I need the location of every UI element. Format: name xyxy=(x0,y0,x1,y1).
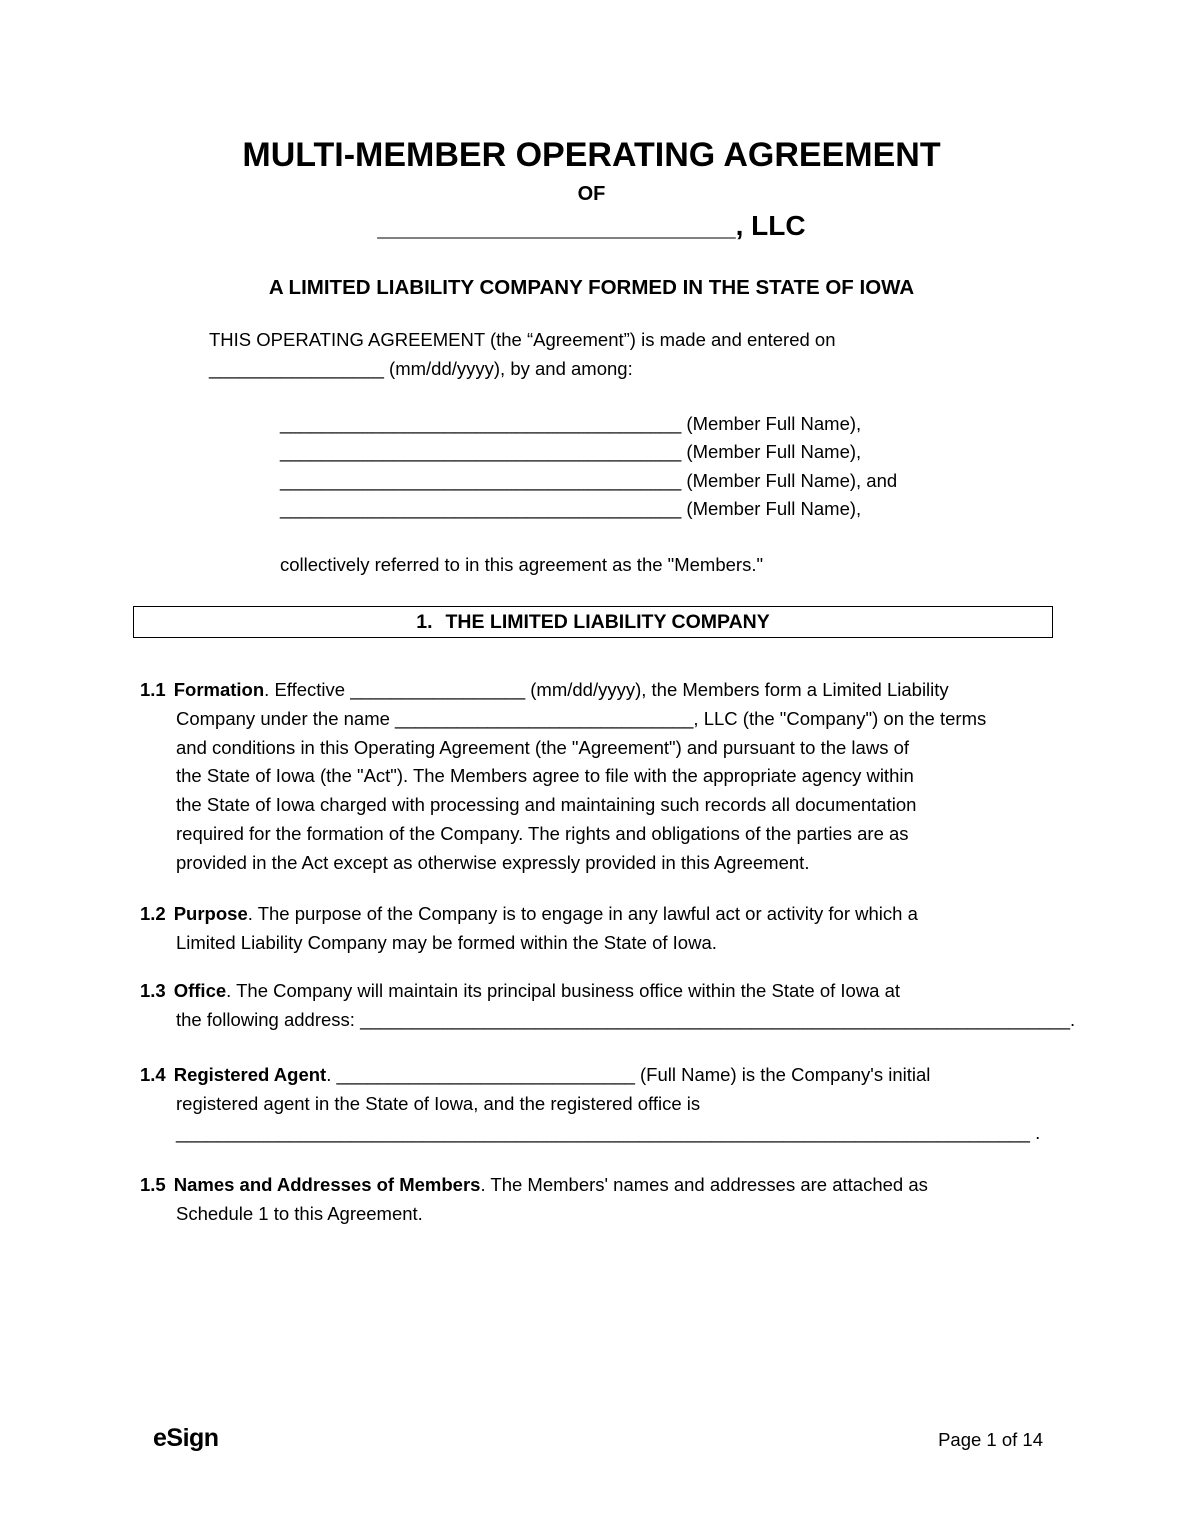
member-name-blank[interactable]: _______________________________________ xyxy=(280,469,682,491)
clause-1-5-names-addresses xyxy=(140,1171,1043,1229)
company-name-blank[interactable]: _______________________ xyxy=(377,210,736,241)
collective-note: collectively referred to in this agreement as the "Members." xyxy=(280,553,764,575)
clause-title: Formation xyxy=(173,678,265,700)
document-subtitle: A LIMITED LIABILITY COMPANY FORMED IN THE STATE OF IOWA xyxy=(268,276,915,299)
page-footer xyxy=(153,1424,1043,1453)
member-row xyxy=(280,410,1043,439)
clause-body: . _____________________________ (Full Name) is the Company's initial registered agent in the State of Iowa, and the registered office is ___________________________________________________________________________________ . xyxy=(176,1063,1041,1143)
clause-number: 1.5 xyxy=(140,1174,166,1196)
clause-body: . The Company will maintain its principal business office within the State of Iowa at the following address: _____________________________________________________________________. xyxy=(176,979,1076,1030)
company-suffix: , LLC xyxy=(735,210,806,241)
clause-title: Names and Addresses of Members xyxy=(173,1174,481,1196)
member-row xyxy=(280,438,1043,467)
member-name-list xyxy=(280,410,1043,524)
member-row-label: (Member Full Name), xyxy=(681,441,862,463)
clause-title: Registered Agent xyxy=(173,1063,327,1085)
member-name-blank[interactable]: _______________________________________ xyxy=(280,412,682,434)
intro-paragraph: THIS OPERATING AGREEMENT (the “Agreement”) is made and entered on _________________ (mm/dd/yyyy), by and among: xyxy=(209,329,836,379)
member-name-blank[interactable]: _______________________________________ xyxy=(280,441,682,463)
member-row-label: (Member Full Name), and xyxy=(681,469,898,491)
clause-1-2-purpose xyxy=(140,900,1043,958)
company-name-line xyxy=(140,210,1043,242)
member-row-label: (Member Full Name), xyxy=(681,498,862,520)
clause-body: . The Members' names and addresses are attached as Schedule 1 to this Agreement. xyxy=(176,1174,928,1225)
clause-number: 1.1 xyxy=(140,678,166,700)
clause-number: 1.4 xyxy=(140,1063,166,1085)
section-number: 1. xyxy=(416,610,433,633)
clause-number: 1.2 xyxy=(140,903,166,925)
member-row xyxy=(280,495,1043,524)
clause-1-1-formation xyxy=(140,676,1043,878)
section-title: THE LIMITED LIABILITY COMPANY xyxy=(445,610,770,633)
member-row-label: (Member Full Name), xyxy=(681,412,862,434)
member-name-blank[interactable]: _______________________________________ xyxy=(280,498,682,520)
member-row xyxy=(280,467,1043,496)
clause-body: . Effective _________________ (mm/dd/yyyy), the Members form a Limited Liability Company under the name _____________________________, LLC (the "Company") on the terms and conditions in this Operating Agreement (the "Agreement") and pursuant to the laws of the State of Iowa (the "Act"). The Members agree to file with the appropriate agency within the State of Iowa charged with processing and maintaining such records all documentation required for the formation of the Company. The rights and obligations of the parties are as provided in the Act except as otherwise expressly provided in this Agreement. xyxy=(176,678,987,874)
page-number: Page 1 of 14 xyxy=(938,1429,1043,1450)
document-title: MULTI-MEMBER OPERATING AGREEMENT xyxy=(242,136,941,174)
of-label: OF xyxy=(577,183,606,205)
clause-1-3-office xyxy=(140,977,1076,1035)
section-1-heading xyxy=(133,606,1053,638)
clause-1-4-registered-agent xyxy=(140,1061,1043,1148)
clause-title: Office xyxy=(173,979,227,1001)
esign-logo: eSign xyxy=(153,1424,219,1452)
clause-number: 1.3 xyxy=(140,979,166,1001)
clause-body: . The purpose of the Company is to engage in any lawful act or activity for which a Limited Liability Company may be formed within the State of Iowa. xyxy=(176,903,918,953)
clause-title: Purpose xyxy=(173,903,248,925)
